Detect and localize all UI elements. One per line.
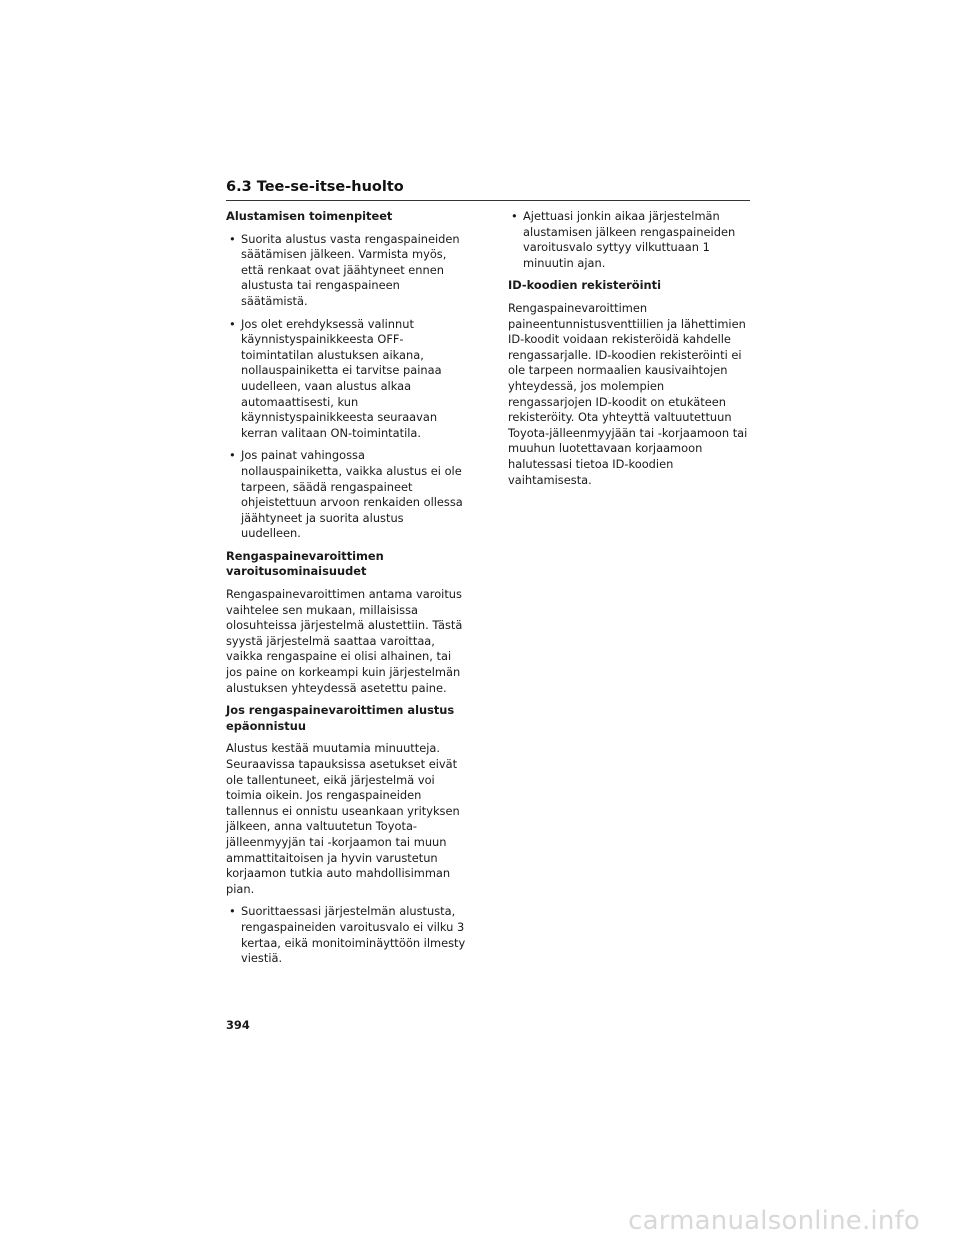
page-number: 394 [226,1018,250,1032]
list-item-text: Suorita alustus vasta rengaspaineiden säätämisen jälkeen. Varmista myös, että renkaat ovat jäähtyneet ennen alustusta tai rengaspaineen säätämistä. [241,231,460,308]
list-item [226,448,466,542]
right-column [508,209,748,495]
paragraph-initialization-fails: Alustus kestää muutamia minuutteja. Seuraavissa tapauksissa asetukset eivät ole tallentuneet, eikä järjestelmä voi toimia oikein. Jos rengaspaineiden tallennus ei onnistu useankaan yrityksen jälkeen, anna valtuutetun Toyota-jälleenmyyjän tai -korjaamon tai muun ammattitaitoisen ja hyvin varustetun korjaamon tutkia auto mahdollisimman pian. [226,741,460,896]
bullet-glyph: • [511,209,518,223]
paragraph-warning-features: Rengaspainevaroittimen antama varoitus vaihtelee sen mukaan, millaisissa olosuhteissa järjestelmä alustettiin. Tästä syystä järjestelmä saattaa varoittaa, vaikka rengaspaine ei olisi alhainen, tai jos paine on korkeampi kuin järjestelmän alustuksen yhteydessä asetettu paine. [226,587,463,695]
page-header [226,178,750,201]
list-item [226,232,466,310]
left-column [226,209,466,974]
watermark-text: carmanualsonline.info [628,1206,920,1236]
heading-id-code-registration: ID-koodien rekisteröinti [508,278,661,293]
list-item [226,904,466,966]
list-item-text: Suorittaessasi järjestelmän alustusta, rengaspaineiden varoitusvalo ei vilku 3 kertaa, eikä monitoiminäyttöön ilmesty viestiä. [241,904,466,966]
list-item-text: Jos olet erehdyksessä valinnut käynnistyspainikkeesta OFF-toimintatilan alustuksen aikana, nollauspainiketta ei tarvitse painaa uudelleen, vaan alustus alkaa automaattisesti, kun käynnistyspainikkeesta seuraavan kerran valitaan ON-toimintatila. [241,316,442,440]
list-item-text: Jos painat vahingossa nollauspainiketta, vaikka alustus ei ole tarpeen, säädä rengaspaineet ohjeistettuun arvoon renkaiden ollessa jäähtyneet ja suorita alustus uudelleen. [241,448,463,541]
heading-initialization-fails: Jos rengaspainevaroittimen alustus epäonnistuu [226,703,455,733]
bullet-glyph: • [229,316,236,331]
section-title: 6.3 Tee-se-itse-huolto [226,179,404,195]
list-item-text: Ajettuasi jonkin aikaa järjestelmän alustamisen jälkeen rengaspaineiden varoitusvalo syttyy vilkuttuaan 1 minuutin ajan. [523,209,736,270]
heading-initialization-steps: Alustamisen toimenpiteet [226,209,393,223]
paragraph-id-code-registration: Rengaspainevaroittimen paineentunnistusventtiilien ja lähettimien ID-koodit voidaan rekisteröidä kahdelle rengassarjalle. ID-koodien rekisteröinti ei ole tarpeen normaalien kausivaihtojen yhteydessä, jos molempien rengassarjojen ID-koodit on etukäteen rekisteröity. Ota yhteyttä valtuutettuun Toyota-jälleenmyyjään tai -korjaamoon tai muuhun luotettavaan korjaamoon halutessasi tietoa ID-koodien vaihtamisesta. [508,300,748,487]
failure-bullet-list [226,904,466,966]
list-item [508,209,748,271]
failure-bullet-list-continued [508,209,748,271]
bullet-glyph: • [229,904,236,919]
heading-warning-features: Rengaspainevaroittimen varoitusominaisuudet [226,548,384,579]
bullet-glyph: • [229,231,236,246]
header-rule [226,200,750,201]
initialization-bullet-list [226,232,466,542]
bullet-glyph: • [229,448,236,463]
list-item [226,317,466,442]
